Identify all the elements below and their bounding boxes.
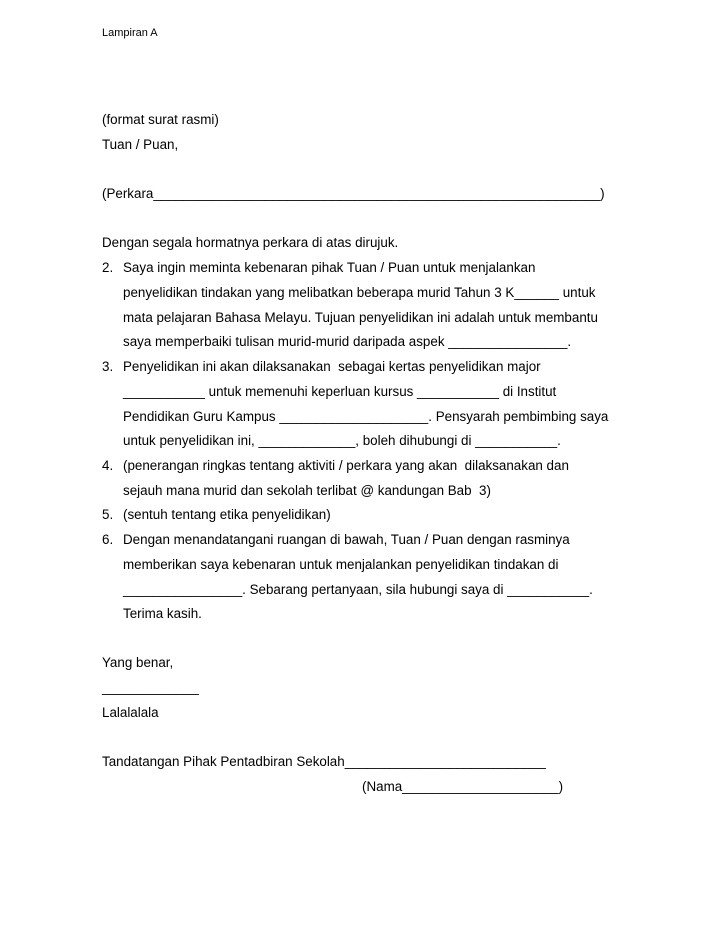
subject-line: (Perkara____________________________________________________________): [102, 186, 605, 201]
appendix-label: Lampiran A: [102, 27, 158, 39]
item-number: 2.: [102, 260, 114, 275]
item-line: (sentuh tentang etika penyelidikan): [123, 507, 331, 522]
admin-name-line: (Nama_____________________): [362, 779, 564, 794]
item-line: penyelidikan tindakan yang melibatkan beberapa murid Tahun 3 K______ untuk: [123, 284, 596, 300]
item-line: Terima kasih.: [123, 606, 202, 622]
item-line: ___________ untuk memenuhi keperluan kursus ___________ di Institut: [123, 383, 557, 399]
item-number: 3.: [102, 359, 114, 374]
item-number: 6.: [102, 532, 114, 547]
admin-signature-line: Tandatangan Pihak Pentadbiran Sekolah___________________________: [102, 754, 546, 769]
item-line: memberikan saya kebenaran untuk menjalankan penyelidikan tindakan di: [123, 556, 559, 572]
opening-line: Dengan segala hormatnya perkara di atas dirujuk.: [102, 235, 399, 250]
item-line: Pendidikan Guru Kampus ____________________. Pensyarah pembimbing saya: [123, 408, 609, 424]
item-line: saya memperbaiki tulisan murid-murid daripada aspek ________________.: [123, 334, 572, 350]
salutation: Tuan / Puan,: [102, 137, 179, 152]
format-note: (format surat rasmi): [102, 112, 219, 127]
item-content: [123, 457, 663, 507]
item-line: sejauh mana murid dan sekolah terlibat @ kandungan Bab 3): [123, 482, 491, 498]
closing-line: Yang benar,: [102, 655, 174, 670]
item-line: Penyelidikan ini akan dilaksanakan sebagai kertas penyelidikan major: [123, 359, 541, 374]
item-content: [123, 531, 663, 630]
item-line: Saya ingin meminta kebenaran pihak Tuan / Puan untuk menjalankan: [123, 260, 536, 275]
item-line: (penerangan ringkas tentang aktiviti / perkara yang akan dilaksanakan dan: [123, 458, 569, 473]
item-content: [123, 506, 663, 531]
item-number: 4.: [102, 458, 114, 473]
item-content: [123, 358, 663, 457]
item-content: [123, 259, 663, 358]
item-line: untuk penyelidikan ini, _____________, boleh dihubungi di ___________.: [123, 433, 561, 449]
item-line: Dengan menandatangani ruangan di bawah, Tuan / Puan dengan rasminya: [123, 532, 570, 547]
item-number: 5.: [102, 507, 114, 522]
signature-line: _____________: [102, 680, 199, 695]
signer-name: Lalalalala: [102, 705, 159, 720]
item-line: ________________. Sebarang pertanyaan, sila hubungi saya di ___________.: [123, 581, 593, 597]
item-line: mata pelajaran Bahasa Melayu. Tujuan penyelidikan ini adalah untuk membantu: [123, 309, 598, 325]
